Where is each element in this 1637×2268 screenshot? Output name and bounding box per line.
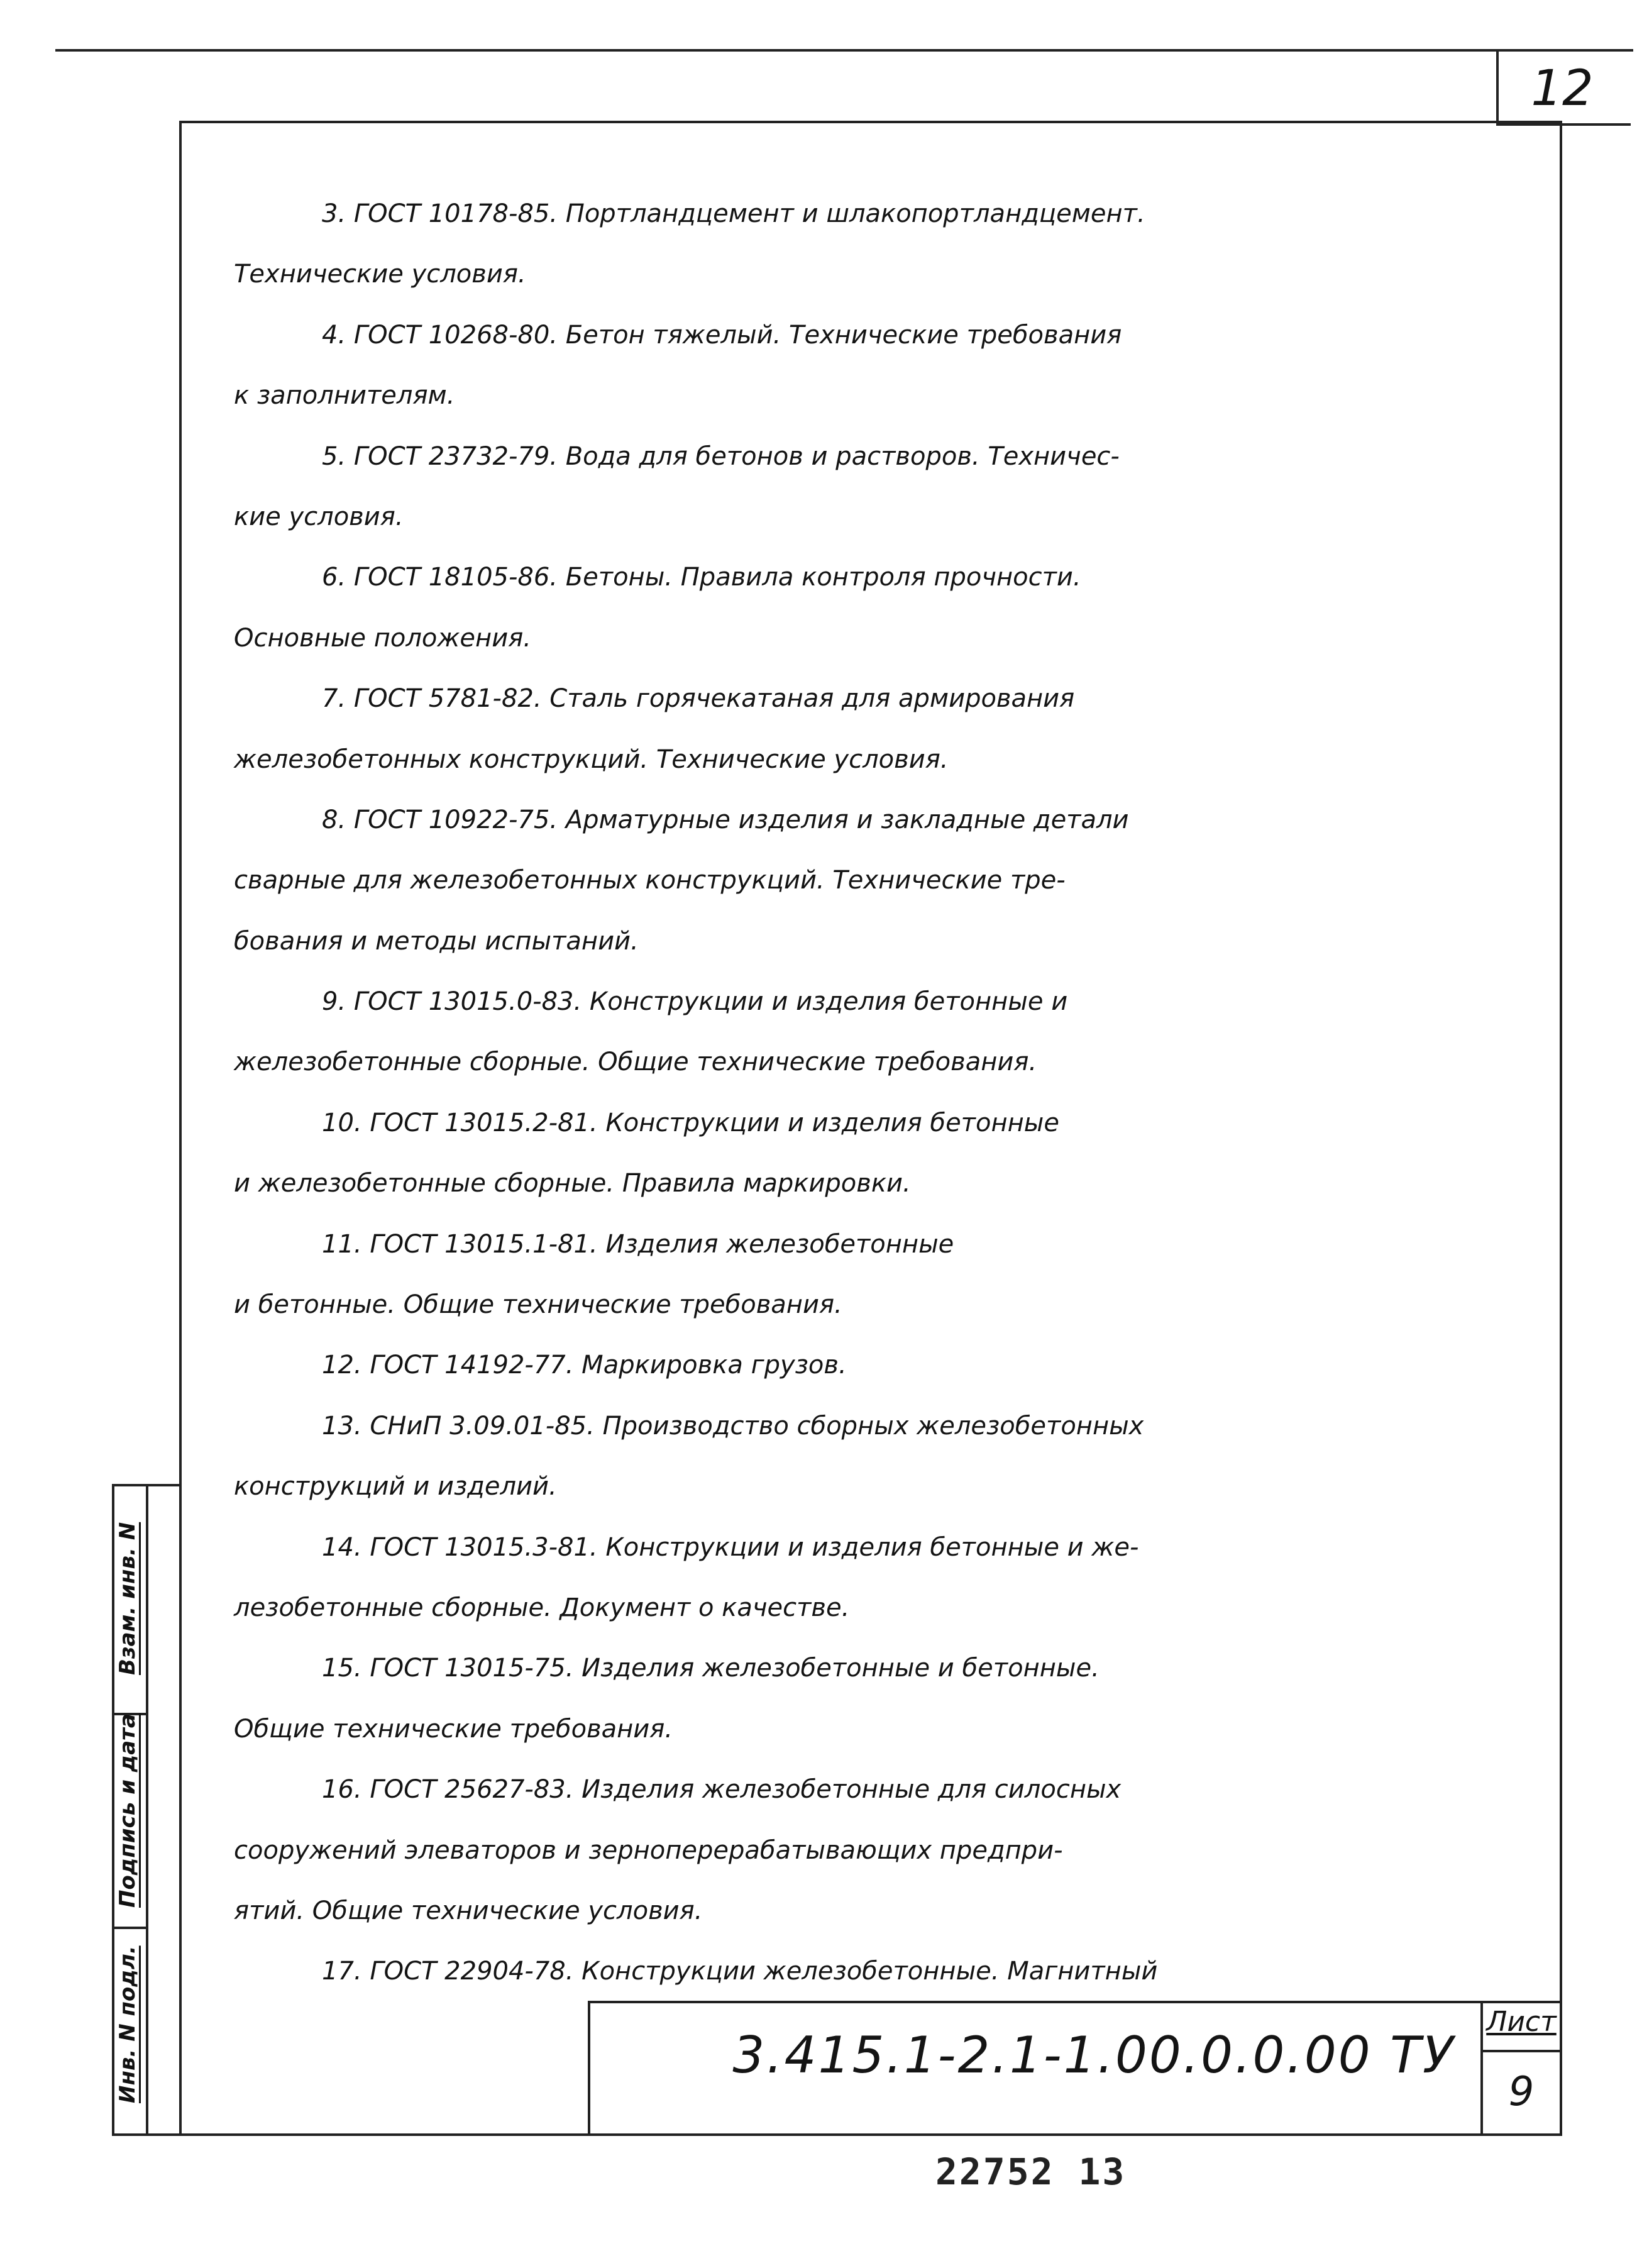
document-code: 3.415.1-2.1-1.00.0.0.00 ТУ xyxy=(732,2026,1455,2084)
body-line: 14. ГОСТ 13015.3-81. Конструкции и изделия бетонные и же- xyxy=(322,1532,1139,1562)
body-line: ятий. Общие технические условия. xyxy=(234,1896,703,1925)
body-line: Основные положения. xyxy=(234,623,531,653)
body-line: железобетонных конструкций. Технические условия. xyxy=(234,744,949,774)
body-line: железобетонные сборные. Общие технические требования. xyxy=(234,1048,1037,1077)
body-line: 5. ГОСТ 23732-79. Вода для бетонов и растворов. Техничес- xyxy=(322,441,1120,471)
body-line: к заполнителям. xyxy=(234,381,455,411)
body-line: лезобетонные сборные. Документ о качестве. xyxy=(234,1593,850,1622)
body-line: 4. ГОСТ 10268-80. Бетон тяжелый. Технические требования xyxy=(322,320,1122,350)
body-line: 10. ГОСТ 13015.2-81. Конструкции и изделия бетонные xyxy=(322,1108,1059,1137)
body-line: сооружений элеваторов и зерноперерабатывающих предпри- xyxy=(234,1835,1063,1865)
body-line: 15. ГОСТ 13015-75. Изделия железобетонные и бетонные. xyxy=(322,1654,1100,1683)
sheet-label: Лист xyxy=(1486,2006,1557,2038)
archive-stamp: 22752 13 xyxy=(935,2150,1127,2193)
document-body xyxy=(234,184,1557,2002)
body-line: сварные для железобетонных конструкций. Технические тре- xyxy=(234,866,1066,895)
page-number: 12 xyxy=(1531,60,1594,117)
body-line: 7. ГОСТ 5781-82. Сталь горячекатаная для армирования xyxy=(322,684,1075,714)
body-line: и бетонные. Общие технические требования. xyxy=(234,1290,842,1320)
body-line: 16. ГОСТ 25627-83. Изделия железобетонные для силосных xyxy=(322,1775,1122,1805)
body-line: 3. ГОСТ 10178-85. Портландцемент и шлакопортландцемент. xyxy=(322,199,1145,228)
body-line: конструкций и изделий. xyxy=(234,1472,557,1502)
body-line: 12. ГОСТ 14192-77. Маркировка грузов. xyxy=(322,1351,847,1380)
body-line: 13. СНиП 3.09.01-85. Производство сборных железобетонных xyxy=(322,1411,1144,1441)
body-line: и железобетонные сборные. Правила маркировки. xyxy=(234,1169,911,1198)
side-label-podpis-data: Подпись и дата xyxy=(115,1713,140,1908)
body-line: кие условия. xyxy=(234,502,404,531)
body-line: 11. ГОСТ 13015.1-81. Изделия железобетонные xyxy=(322,1229,954,1259)
body-line: 6. ГОСТ 18105-86. Бетоны. Правила контроля прочности. xyxy=(322,563,1081,592)
top-rule xyxy=(55,49,1633,52)
body-line: 9. ГОСТ 13015.0-83. Конструкции и изделия бетонные и xyxy=(322,987,1068,1017)
body-line: бования и методы испытаний. xyxy=(234,926,639,956)
side-label-vzam-inv: Взам. инв. N xyxy=(115,1522,140,1676)
body-line: Общие технические требования. xyxy=(234,1714,673,1744)
sheet-number: 9 xyxy=(1508,2069,1535,2115)
side-label-inv-podl: Инв. N подл. xyxy=(115,1945,140,2104)
body-line: Технические условия. xyxy=(234,260,526,289)
body-line: 8. ГОСТ 10922-75. Арматурные изделия и закладные детали xyxy=(322,805,1129,834)
body-line: 17. ГОСТ 22904-78. Конструкции железобетонные. Магнитный xyxy=(322,1957,1158,1986)
